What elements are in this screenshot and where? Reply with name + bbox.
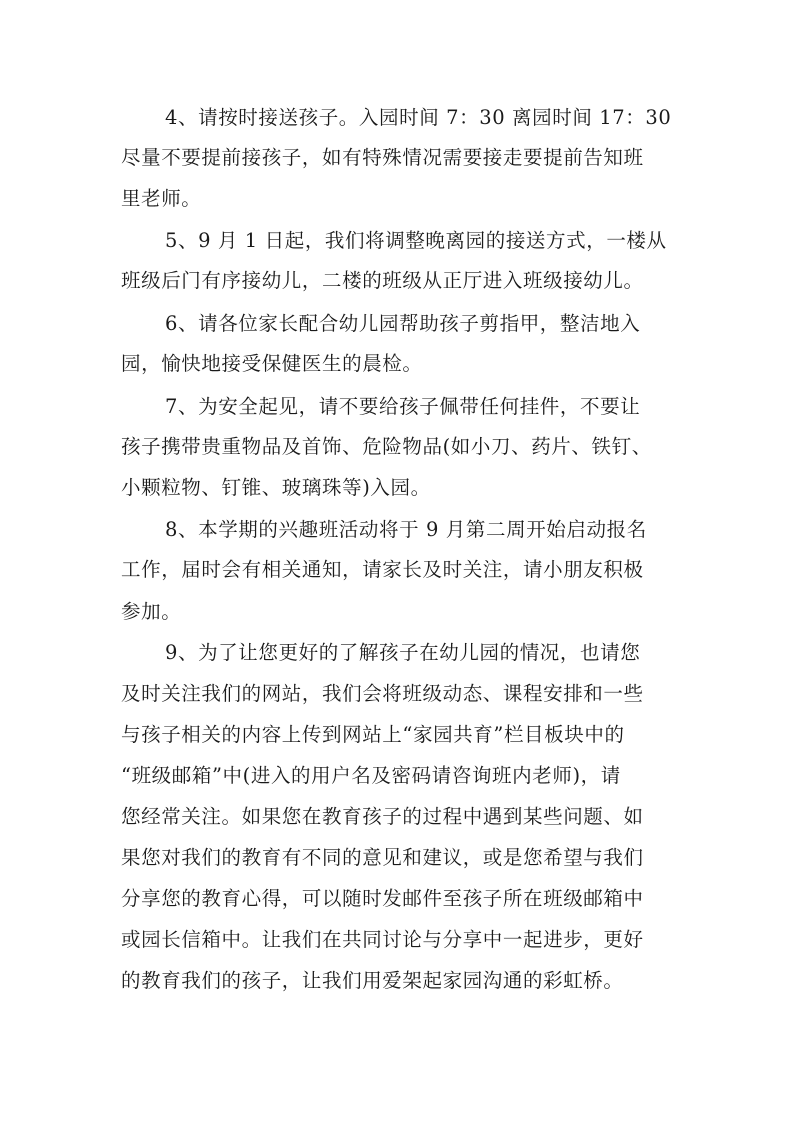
text-line: 与孩子相关的内容上传到网站上“家园共育”栏目板块中的 [121, 723, 625, 746]
text-line: 园，愉快地接受保健医生的晨检。 [121, 352, 423, 375]
text-line: 7、为安全起见，请不要给孩子佩带任何挂件，不要让 [165, 395, 641, 418]
text-line: 参加。 [121, 600, 182, 623]
text-line: 或园长信箱中。让我们在共同讨论与分享中一起进步，更好 [121, 928, 644, 951]
text-line: 分享您的教育心得，可以随时发邮件至孩子所在班级邮箱中 [121, 887, 644, 910]
text-line: 班级后门有序接幼儿，二楼的班级从正厅进入班级接幼儿。 [121, 269, 644, 292]
text-line: 果您对我们的教育有不同的意见和建议，或是您希望与我们 [121, 846, 644, 869]
text-line: 9、为了让您更好的了解孩子在幼儿园的情况，也请您 [165, 641, 641, 664]
text-line: 工作，届时会有相关通知，请家长及时关注，请小朋友积极 [121, 558, 644, 581]
text-line: 里老师。 [121, 187, 202, 210]
text-line: “班级邮箱”中(进入的用户名及密码请咨询班内老师)，请 [121, 764, 621, 787]
text-line: 5、9 月 1 日起，我们将调整晚离园的接送方式，一楼从 [165, 229, 667, 252]
text-line: 8、本学期的兴趣班活动将于 9 月第二周开始启动报名 [165, 518, 647, 541]
text-line: 孩子携带贵重物品及首饰、危险物品(如小刀、药片、铁钉、 [121, 435, 652, 458]
text-line: 小颗粒物、钉锥、玻璃珠等)入园。 [121, 476, 431, 499]
text-line: 4、请按时接送孩子。入园时间 7：30 离园时间 17：30 [165, 106, 672, 129]
text-line: 6、请各位家长配合幼儿园帮助孩子剪指甲，整洁地入 [165, 312, 641, 335]
text-line: 您经常关注。如果您在教育孩子的过程中遇到某些问题、如 [121, 805, 644, 828]
text-line: 及时关注我们的网站，我们会将班级动态、课程安排和一些 [121, 682, 644, 705]
text-line: 的教育我们的孩子，让我们用爱架起家园沟通的彩虹桥。 [121, 969, 624, 992]
text-line: 尽量不要提前接孩子，如有特殊情况需要接走要提前告知班 [121, 146, 644, 169]
